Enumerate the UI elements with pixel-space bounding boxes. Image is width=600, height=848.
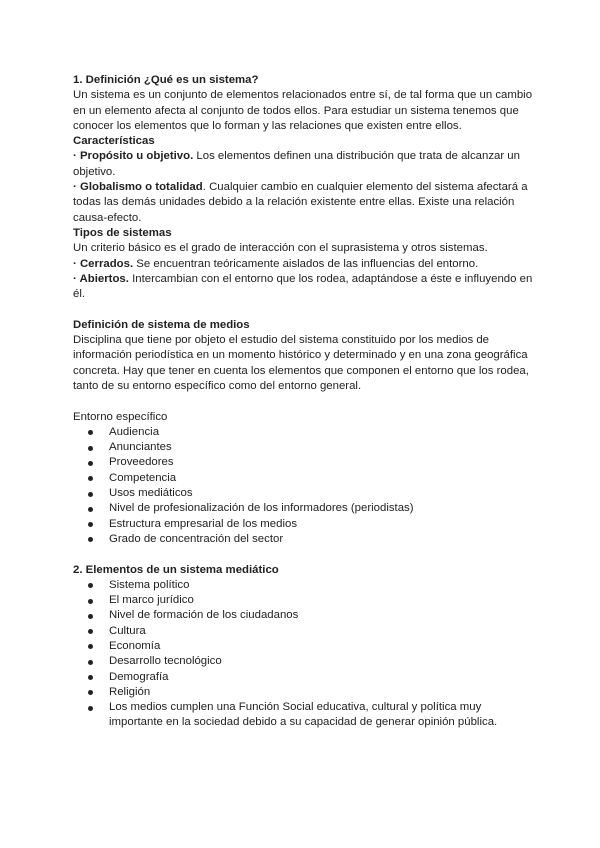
list-item: [73, 608, 533, 623]
section2-title: 2. Elementos de un sistema mediático: [73, 563, 279, 576]
types-heading: Tipos de sistemas: [73, 226, 172, 239]
bullet-icon: [88, 660, 93, 665]
bullet-icon: [88, 430, 93, 435]
list-item-text: Audiencia: [109, 425, 160, 438]
characteristics-heading: Características: [73, 135, 155, 148]
list-item: [73, 455, 533, 470]
list-item: [73, 593, 533, 608]
list-item: [73, 670, 533, 685]
type-open: [73, 272, 533, 303]
bullet-icon: [88, 476, 93, 481]
characteristic-text: Los elementos definen una distribución que trata de alcanzar un objetivo.: [73, 150, 520, 178]
media-system-heading: Definición de sistema de medios: [73, 318, 250, 331]
document-body: [73, 73, 533, 731]
bullet-icon: [88, 522, 93, 527]
section1-intro: Un sistema es un conjunto de elementos relacionados entre sí, de tal forma que un cambio en un elemento afecta al conjunto de todos ellos. Para estudiar un sistema tenemos que conocer los elementos que lo forman y las relaciones que existen entre ellos.: [73, 89, 533, 132]
list-item: [73, 517, 533, 532]
social-function-list: [73, 700, 533, 731]
bullet-icon: [88, 706, 93, 711]
bullet-icon: [88, 599, 93, 604]
list-item-text: Religión: [109, 685, 151, 698]
list-item: [73, 578, 533, 593]
list-item: [73, 486, 533, 501]
list-item-text: El marco jurídico: [109, 594, 194, 607]
spacer: [73, 302, 533, 317]
list-item: [73, 624, 533, 639]
list-item-text: Nivel de formación de los ciudadanos: [109, 609, 299, 622]
list-item-text: Anunciantes: [109, 441, 172, 454]
spacer: [73, 394, 533, 409]
characteristic-purpose: [73, 149, 533, 180]
characteristic-text: . Cualquier cambio en cualquier elemento del sistema afectará a todas las demás unidades debido a la relación existente entre ellas. Existe una relación causa-efecto.: [73, 181, 528, 224]
media-system-text: Disciplina que tiene por objeto el estudio del sistema constituido por los medios de información periodística en un momento histórico y determinado y en una zona geográfica concreta. Hay que tener en cuenta los elementos que componen el entorno que los rodea, tanto de su entorno específico como del entorno general.: [73, 334, 529, 392]
section1-title: 1. Definición ¿Qué es un sistema?: [73, 74, 259, 86]
bullet-icon: [88, 614, 93, 619]
bullet-icon: [88, 507, 93, 512]
list-item-text: Desarrollo tecnológico: [109, 655, 222, 668]
list-item-text: Grado de concentración del sector: [109, 532, 284, 545]
bullet-icon: [88, 492, 93, 497]
type-text: Se encuentran teóricamente aislados de las influencias del entorno.: [133, 257, 479, 270]
bullet-icon: [88, 644, 93, 649]
list-item-text: Proveedores: [109, 456, 174, 469]
list-item-text: Estructura empresarial de los medios: [109, 517, 298, 530]
list-item: [73, 685, 533, 700]
specific-environment-heading: Entorno específico: [73, 410, 168, 423]
list-item: [73, 501, 533, 516]
list-item: [73, 471, 533, 486]
list-item-text: Demografía: [109, 670, 169, 683]
list-item-text: Competencia: [109, 471, 177, 484]
characteristic-label: · Propósito u objetivo.: [73, 150, 194, 163]
type-text: Intercambian con el entorno que los rodea, adaptándose a éste e influyendo en él.: [73, 272, 533, 301]
list-item: [73, 639, 533, 654]
list-item-text: Economía: [109, 639, 161, 652]
list-item-text: Usos mediáticos: [109, 487, 193, 500]
bullet-icon: [88, 583, 93, 588]
spacer: [73, 547, 533, 562]
list-item-text: Cultura: [109, 624, 146, 637]
list-item-text: Los medios cumplen una Función Social educativa, cultural y política muy importante en la sociedad debido a su capacidad de generar opinión pública.: [109, 701, 498, 729]
types-intro: Un criterio básico es el grado de interacción con el suprasistema y otros sistemas.: [73, 242, 488, 255]
list-item: [73, 532, 533, 547]
list-item: [73, 654, 533, 669]
type-label: · Abiertos.: [73, 272, 129, 285]
bullet-icon: [88, 629, 93, 634]
list-item-text: Sistema político: [109, 578, 190, 591]
list-item: [73, 700, 533, 731]
bullet-icon: [88, 690, 93, 695]
type-closed: [73, 257, 533, 272]
list-item-text: Nivel de profesionalización de los informadores (periodistas): [109, 502, 414, 515]
specific-environment-list: [73, 425, 533, 547]
list-item: [73, 425, 533, 440]
type-label: · Cerrados.: [73, 257, 134, 270]
bullet-icon: [88, 537, 93, 542]
characteristic-label: · Globalismo o totalidad: [73, 181, 203, 194]
bullet-icon: [88, 461, 93, 466]
bullet-icon: [88, 446, 93, 451]
characteristic-totality: [73, 180, 533, 226]
bullet-icon: [88, 675, 93, 680]
list-item: [73, 440, 533, 455]
media-elements-list: [73, 578, 533, 700]
